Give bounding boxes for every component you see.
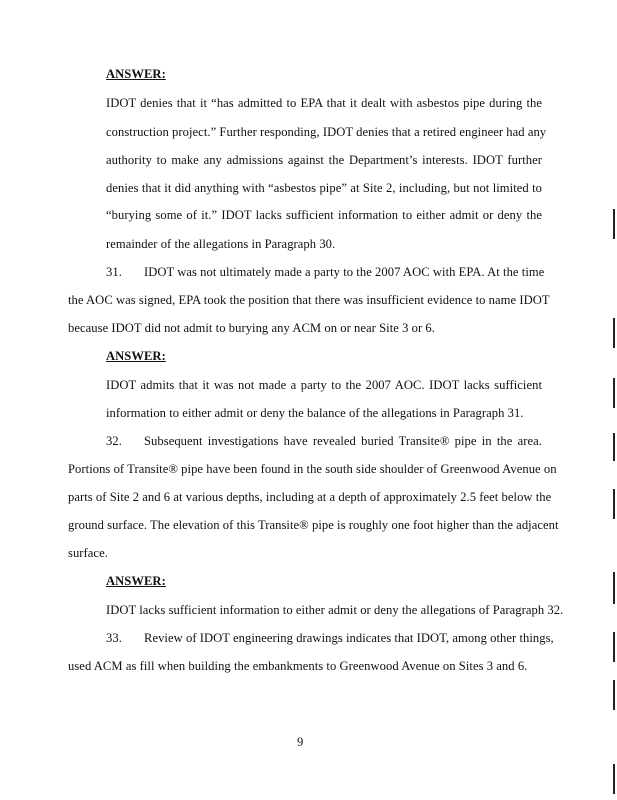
- answer-30-line-4: denies that it did anything with “asbestos pipe” at Site 2, including, but not limited to: [106, 181, 542, 195]
- revision-margin-mark: [613, 318, 615, 348]
- paragraph-32-line-4: ground surface. The elevation of this Transite® pipe is roughly one foot higher than the adjacent: [68, 518, 559, 532]
- revision-margin-mark: [613, 209, 615, 239]
- revision-margin-mark: [613, 489, 615, 519]
- answer-30-line-6: remainder of the allegations in Paragraph 30.: [106, 237, 336, 251]
- revision-margin-mark: [613, 764, 615, 794]
- paragraph-31-first-line: [106, 264, 545, 280]
- revision-margin-mark: [613, 632, 615, 662]
- answer-31-line-1: IDOT admits that it was not made a party to the 2007 AOC. IDOT lacks sufficient: [106, 378, 542, 392]
- answer-32-line-1: IDOT lacks sufficient information to either admit or deny the allegations of Paragraph 32.: [106, 603, 564, 617]
- paragraph-31-line-1: IDOT was not ultimately made a party to the 2007 AOC with EPA. At the time: [144, 265, 545, 279]
- answer-30-line-2: construction project.” Further responding, IDOT denies that a retired engineer had any: [106, 125, 547, 139]
- paragraph-32-line-2: Portions of Transite® pipe have been found in the south side shoulder of Greenwood Avenue on: [68, 462, 557, 476]
- revision-margin-mark: [613, 433, 615, 461]
- page-number: 9: [297, 735, 304, 749]
- answer-heading: ANSWER:: [106, 574, 166, 588]
- revision-margin-mark: [613, 572, 615, 604]
- paragraph-number: 33.: [106, 631, 122, 645]
- answer-31-line-2: information to either admit or deny the balance of the allegations in Paragraph 31.: [106, 406, 524, 420]
- answer-heading: ANSWER:: [106, 349, 166, 363]
- answer-heading: ANSWER:: [106, 67, 166, 81]
- paragraph-number: 31.: [106, 265, 122, 279]
- paragraph-33-line-1: Review of IDOT engineering drawings indicates that IDOT, among other things,: [144, 631, 554, 645]
- answer-30-line-5: “burying some of it.” IDOT lacks sufficient information to either admit or deny the: [106, 208, 542, 222]
- paragraph-number: 32.: [106, 434, 122, 448]
- paragraph-32-line-3: parts of Site 2 and 6 at various depths, including at a depth of approximately 2.5 feet below the: [68, 490, 552, 504]
- revision-margin-mark: [613, 680, 615, 710]
- paragraph-31-line-3: because IDOT did not admit to burying any ACM on or near Site 3 or 6.: [68, 321, 435, 335]
- answer-30-line-3: authority to make any admissions against the Department’s interests. IDOT further: [106, 153, 542, 167]
- paragraph-33-first-line: [106, 630, 554, 646]
- paragraph-33-line-2: used ACM as fill when building the embankments to Greenwood Avenue on Sites 3 and 6.: [68, 659, 528, 673]
- paragraph-32-line-5: surface.: [68, 546, 108, 560]
- paragraph-31-line-2: the AOC was signed, EPA took the position that there was insufficient evidence to name IDOT: [68, 293, 550, 307]
- paragraph-32-line-1: Subsequent investigations have revealed buried Transite® pipe in the area.: [144, 434, 542, 448]
- revision-margin-mark: [613, 378, 615, 408]
- answer-30-line-1: IDOT denies that it “has admitted to EPA that it dealt with asbestos pipe during the: [106, 96, 542, 110]
- paragraph-32-first-line: [106, 433, 542, 449]
